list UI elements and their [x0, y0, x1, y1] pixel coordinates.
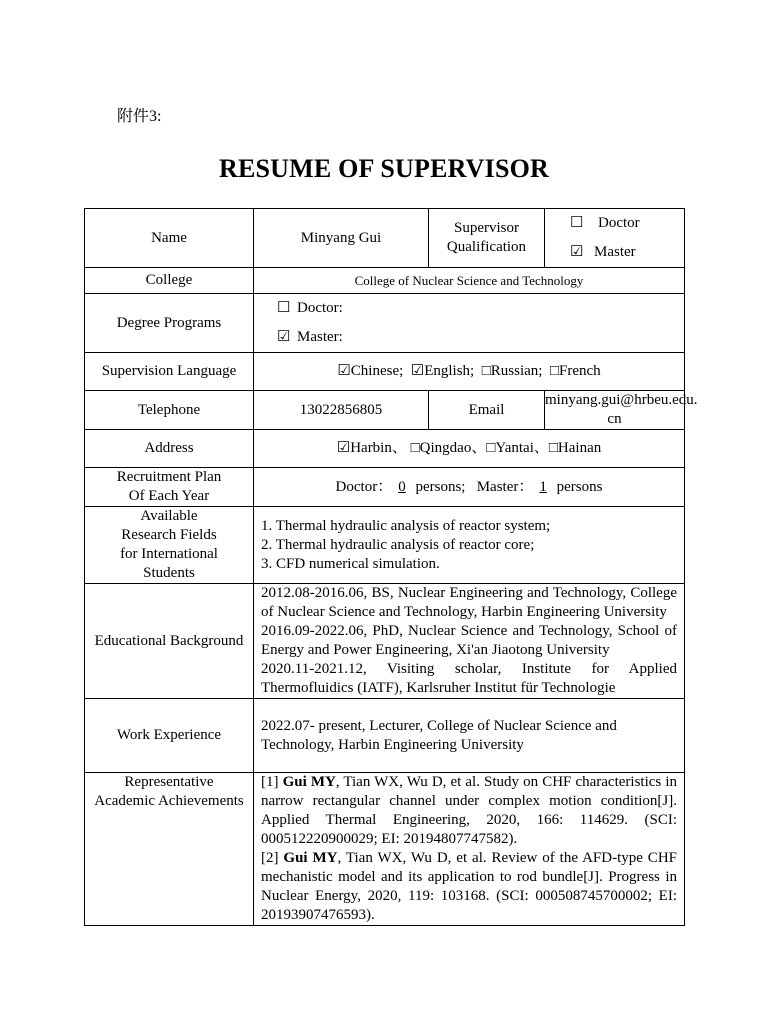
- doctor-checkbox-icon: ☐: [570, 215, 584, 231]
- qualification-label-line1: Supervisor: [454, 220, 519, 236]
- research-label-line3: for International: [120, 546, 218, 562]
- degree-doctor: Doctor:: [297, 300, 343, 316]
- row-telephone: [85, 391, 685, 430]
- research-fields: [254, 507, 685, 584]
- recruitment-label-line2: Of Each Year: [128, 488, 210, 504]
- row-research-fields: [85, 507, 685, 584]
- achievement-item: [261, 849, 677, 925]
- recruitment-master-prefix: Master：: [476, 478, 534, 495]
- research-field: 2. Thermal hydraulic analysis of reactor core;: [261, 536, 535, 553]
- row-degree-programs: [85, 294, 685, 353]
- email-value: [545, 391, 698, 430]
- achievements-label-line1: Representative: [124, 774, 214, 790]
- degree-master-checkbox-icon: ☑: [277, 329, 291, 345]
- qualification-doctor: Doctor: [598, 215, 640, 231]
- row-recruitment: [85, 468, 685, 507]
- education-label: Educational Background: [85, 584, 254, 699]
- row-college: [85, 268, 685, 294]
- recruitment-label-line1: Recruitment Plan: [116, 469, 222, 485]
- recruitment-value: [254, 468, 685, 507]
- name-value: Minyang Gui: [254, 209, 429, 268]
- recruitment-label: [85, 468, 254, 507]
- research-field: 1. Thermal hydraulic analysis of reactor system;: [261, 517, 551, 534]
- qualification-label-line2: Qualification: [446, 239, 527, 255]
- achievement-citation: , Tian WX, Wu D, et al. Study on CHF characteristics in narrow rectangular channel under complex motion condition[J]. Applied Thermal Engineering, 2020, 166: 114629. (SCI: 000512220900029; EI: 20194807747582).: [261, 774, 677, 847]
- address-label: Address: [85, 430, 254, 468]
- row-work: [85, 699, 685, 773]
- work-label: Work Experience: [85, 699, 254, 773]
- education-item: 2016.09-2022.06, PhD, Nuclear Science and Technology, School of Energy and Power Engineering, Xi'an Jiaotong University: [261, 623, 677, 658]
- recruitment-master-count: 1: [539, 478, 547, 495]
- recruitment-doctor-prefix: Doctor：: [335, 478, 393, 495]
- row-address: [85, 430, 685, 468]
- email-label: Email: [429, 391, 545, 430]
- college-label: College: [85, 268, 254, 294]
- degree-master: Master:: [297, 329, 343, 345]
- email-line2: cn: [607, 411, 622, 427]
- research-label-line1: Available: [140, 508, 198, 524]
- recruitment-doctor-suffix: persons;: [415, 478, 466, 495]
- resume-table: [84, 208, 698, 926]
- qualification-master: Master: [594, 244, 636, 260]
- language-label: Supervision Language: [85, 353, 254, 391]
- attachment-label: 附件3:: [117, 108, 162, 125]
- telephone-label: Telephone: [85, 391, 254, 430]
- achievements-label-line2: Academic Achievements: [94, 793, 244, 809]
- master-checkbox-icon: ☑: [570, 244, 584, 260]
- research-label: [85, 507, 254, 584]
- name-label: Name: [85, 209, 254, 268]
- degree-programs-options: [254, 294, 685, 353]
- address-value: ☑Harbin、 □Qingdao、□Yantai、□Hainan: [254, 430, 685, 468]
- education-list: [254, 584, 685, 699]
- work-value: 2022.07- present, Lecturer, College of Nuclear Science and Technology, Harbin Engineering University: [254, 699, 685, 773]
- row-achievements: [85, 773, 685, 926]
- language-value: ☑Chinese; ☑English; □Russian; □French: [254, 353, 685, 391]
- achievement-number: [2]: [261, 850, 284, 866]
- telephone-value: 13022856805: [254, 391, 429, 430]
- row-name: [85, 209, 685, 268]
- recruitment-doctor-count: 0: [398, 478, 406, 495]
- achievements-label: [85, 773, 254, 926]
- row-language: [85, 353, 685, 391]
- achievement-citation: , Tian WX, Wu D, et al. Review of the AFD-type CHF mechanistic model and its application to rod bundle[J]. Progress in Nuclear Energy, 2020, 119: 103168. (SCI: 000508745700002; EI: 20193907476593).: [261, 850, 677, 923]
- qualification-label: [429, 209, 545, 268]
- degree-programs-label: Degree Programs: [85, 294, 254, 353]
- recruitment-master-suffix: persons: [556, 478, 603, 495]
- document-title: RESUME OF SUPERVISOR: [218, 154, 550, 183]
- college-value: College of Nuclear Science and Technology: [254, 268, 685, 294]
- row-education: [85, 584, 685, 699]
- research-label-line2: Research Fields: [121, 527, 217, 543]
- achievement-author: Gui MY: [283, 850, 338, 866]
- education-item: 2020.11-2021.12, Visiting scholar, Institute for Applied Thermofluidics (IATF), Karlsruher Institut für Technologie: [261, 661, 677, 696]
- qualification-options: [545, 209, 685, 268]
- achievement-item: [261, 773, 677, 849]
- education-item: 2012.08-2016.06, BS, Nuclear Engineering and Technology, College of Nuclear Science and Technology, Harbin Engineering University: [261, 585, 677, 620]
- achievement-author: Gui MY: [282, 774, 336, 790]
- degree-doctor-checkbox-icon: ☐: [277, 300, 291, 316]
- achievement-number: [1]: [261, 774, 283, 790]
- email-line1: minyang.gui@hrbeu.edu.: [545, 392, 698, 408]
- research-field: 3. CFD numerical simulation.: [261, 555, 440, 572]
- achievements-list: [254, 773, 685, 926]
- research-label-line4: Students: [143, 565, 195, 581]
